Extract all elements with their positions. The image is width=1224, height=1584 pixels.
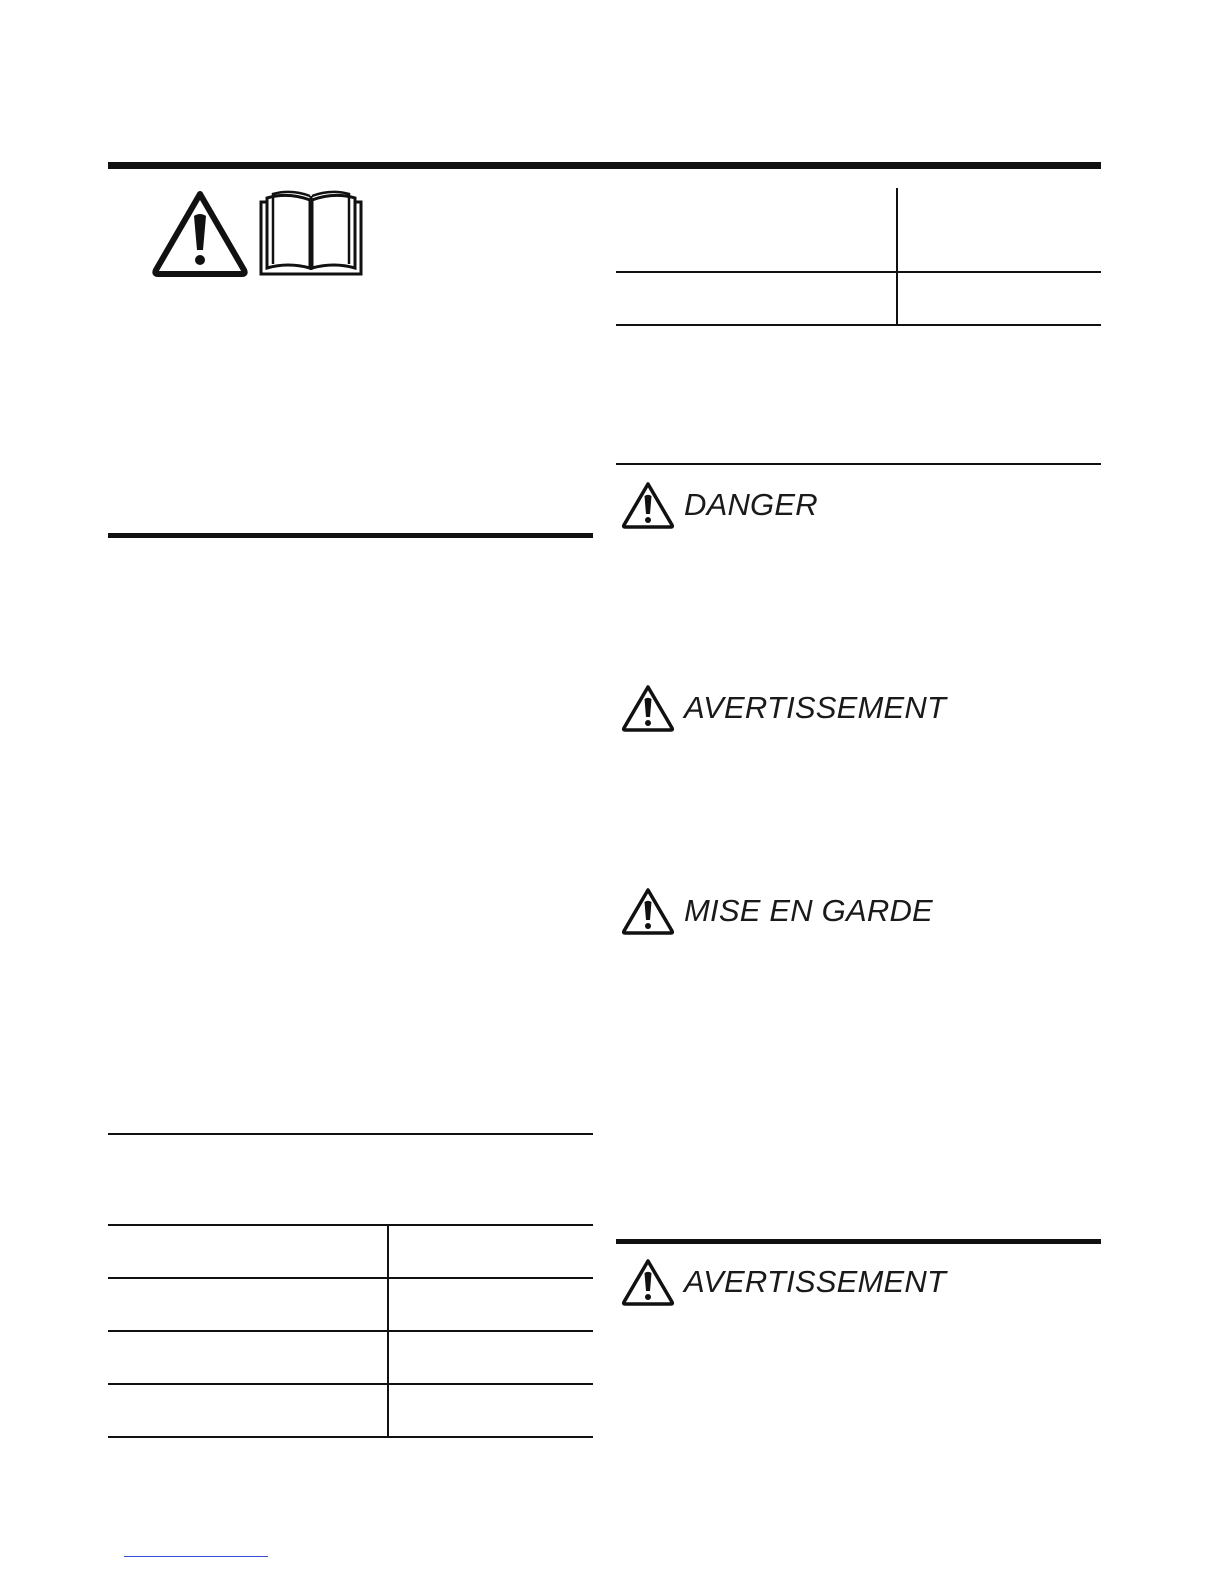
read-manual-book-icon: [258, 188, 364, 283]
footer-link-underline[interactable]: [124, 1556, 268, 1557]
left-thin-rule: [108, 1133, 593, 1135]
left-table-row-line: [108, 1330, 593, 1332]
left-section-rule: [108, 533, 593, 538]
signal-word: AVERTISSEMENT: [684, 690, 947, 725]
warning-triangle-icon: [150, 188, 250, 283]
signal-word: AVERTISSEMENT: [684, 1264, 947, 1299]
avertissement-signal: [620, 683, 946, 733]
signal-word: DANGER: [684, 487, 818, 522]
signal-word: MISE EN GARDE: [684, 893, 933, 928]
right-table-column-divider: [896, 188, 898, 325]
left-table-row-line: [108, 1436, 593, 1438]
avertissement-signal-2: [620, 1257, 946, 1307]
right-thin-rule: [616, 463, 1101, 465]
warning-triangle-icon: [620, 683, 676, 733]
right-section-rule: [616, 1239, 1101, 1244]
header-icons: [150, 188, 364, 283]
top-heavy-rule: [108, 162, 1101, 169]
left-table-column-divider: [387, 1224, 389, 1437]
right-table-row-line: [616, 271, 1101, 273]
danger-signal: [620, 480, 818, 530]
left-table-row-line: [108, 1277, 593, 1279]
warning-triangle-icon: [620, 1257, 676, 1307]
right-table-row-line: [616, 324, 1101, 326]
left-table-row-line: [108, 1383, 593, 1385]
left-table-row-line: [108, 1224, 593, 1226]
mise-en-garde-signal: [620, 886, 933, 936]
warning-triangle-icon: [620, 886, 676, 936]
warning-triangle-icon: [620, 480, 676, 530]
